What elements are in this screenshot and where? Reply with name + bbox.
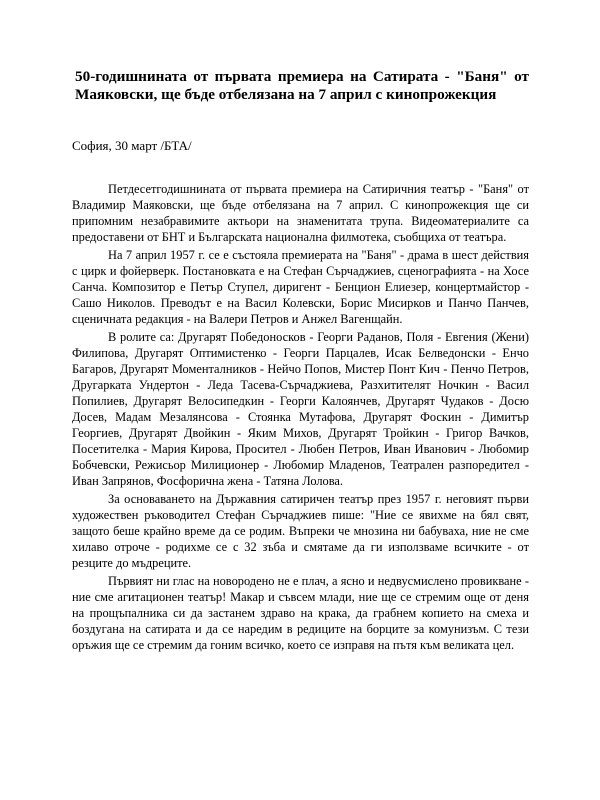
article-body [72, 181, 529, 653]
paragraph: Петдесетгодишнината от първата премиера на Сатиричния театър - "Баня" от Владимир Маяковски, ще бъде отбелязана на 7 април. С кинопрожекция ще си припомним незабравимите актьори на знаменитата трупа. Видеоматериалите са предоставени от БНТ и Българската национална филмотека, съобщиха от театъра. [72, 182, 529, 244]
paragraph: На 7 април 1957 г. се е състояла премиерата на "Баня" - драма в шест действия с цирк и фойерверк. Постановката е на Стефан Сърчаджиев, сценографията - на Хосе Санча. Композитор е Петър Ступел, диригент - Бенцион Елиезер, концертмайстор - Сашо Николов. Преводът е на Васил Колевски, Борис Мисирков и Панчо Панчев, сценичната редакция - на Валери Петров и Анжел Вагенщайн. [72, 248, 529, 326]
article-title: 50-годишнината от първата премиера на Сатирата - "Баня" от Маяковски, ще бъде отбелязана на 7 април с кинопрожекция [75, 68, 529, 103]
paragraph: За основаването на Държавния сатиричен театър през 1957 г. неговият първи художествен ръководител Стефан Сърчаджиев пише: "Ние се явихме на бял свят, защото беше крайно време да се родим. Въпреки че мнозина ни бабуваха, ние не сме хилаво отроче - родихме се с 32 зъба и смятаме да ги използваме всичките - от резците до мъдреците. [72, 492, 529, 570]
paragraph: Първият ни глас на новородено не е плач, а ясно и недвусмислено провикване - ние сме агитационен театър! Макар и съвсем млади, ние ще се стремим още от деня на прощъпалника си да застанем здраво на крака, да грабнем копието на смеха и боздугана на сатирата и да се наредим в редиците на борците за комунизъм. С тези оръжия ще се стремим да гоним всичко, което се изправя на пътя към великата цел. [72, 574, 529, 652]
paragraph: В ролите са: Другарят Победоносков - Георги Раданов, Поля - Евгения (Жени) Филипова, Другарят Оптимистенко - Георги Парцалев, Исак Белведонски - Енчо Багаров, Другарят Моменталников - Нейчо Попов, Мистер Понт Кич - Пенчо Петров, Другарката Ундертон - Леда Тасева-Сърчаджиева, Разхитителят Ночкин - Васил Попилиев, Другарят Велосипедкин - Георги Калоянчев, Другарят Чудаков - Досю Досев, Мадам Мезалянсова - Стоянка Мутафова, Другарят Фоскин - Димитър Георгиев, Другарят Двойкин - Яким Михов, Другарят Тройкин - Григор Вачков, Посетителка - Мария Кирова, Просител - Любен Петров, Иван Иванович - Любомир Бобчевски, Режисьор Милиционер - Любомир Младенов, Театрален разпоредител - Иван Запрянов, Фосфорична жена - Татяна Лолова. [72, 330, 529, 488]
dateline: София, 30 март /БТА/ [72, 138, 192, 153]
document-page [72, 68, 529, 655]
